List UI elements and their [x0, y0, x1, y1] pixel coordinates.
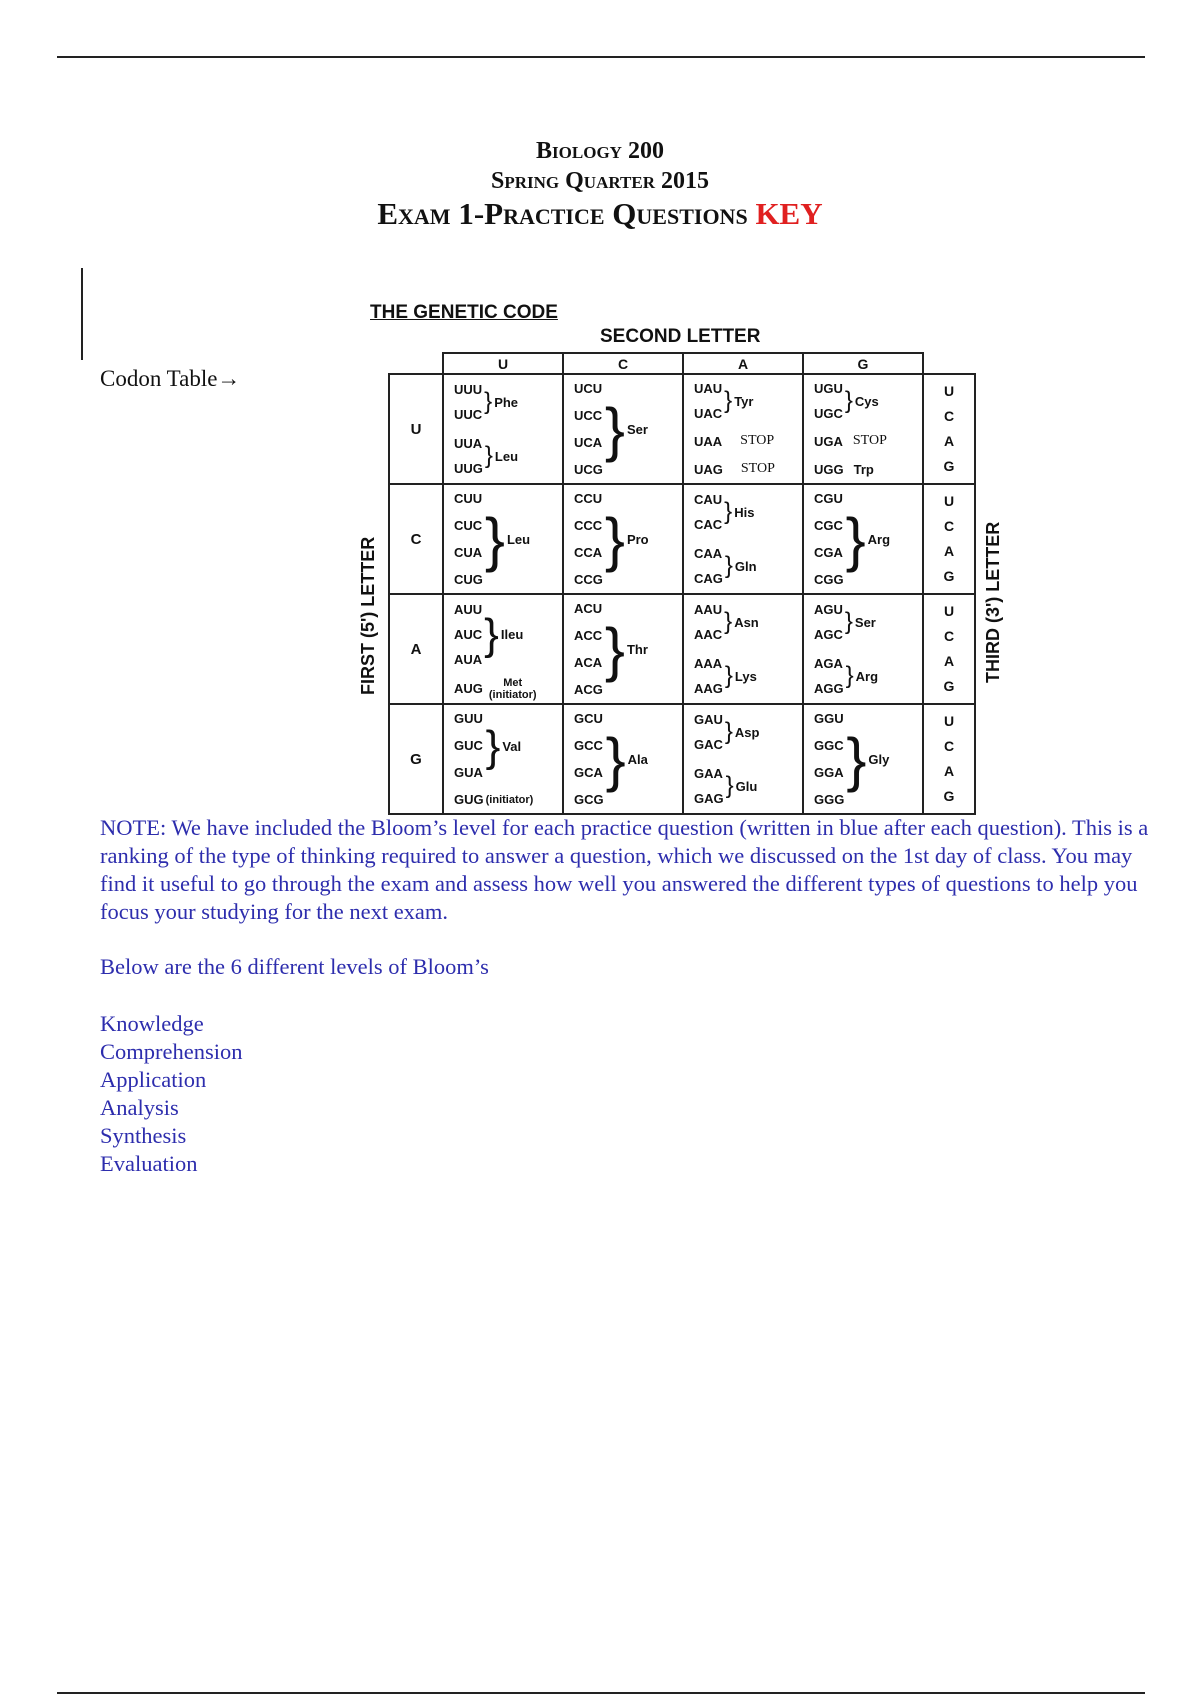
list-item: Comprehension	[100, 1039, 243, 1064]
first-letter-label: FIRST (5') LETTER	[358, 536, 378, 695]
amino-acid: Ileu	[500, 627, 524, 642]
row-header: C	[389, 484, 443, 594]
column-header: G	[803, 353, 923, 374]
stop-codon: STOP	[852, 433, 887, 449]
course-title: Biology 200	[536, 138, 664, 164]
initiator-label: (initiator)	[488, 688, 537, 701]
third-letter-column: U C A G	[923, 374, 975, 484]
codon-cell-ac: ACU ACC ACA ACG } Thr	[563, 594, 683, 704]
codon-cell-ca: CAU CAC } His CAA CAG } Gln	[683, 484, 803, 594]
amino-acid: Met	[503, 676, 523, 689]
codon-cell-au: AUU AUC AUA } Ileu AUG Met (initiator)	[443, 594, 563, 704]
amino-acid: Thr	[626, 641, 648, 657]
amino-acid: Tyr	[734, 393, 754, 409]
amino-acid: Trp	[853, 461, 874, 477]
amino-acid: His	[734, 504, 755, 520]
amino-acid: Gln	[734, 558, 757, 574]
blooms-levels-list	[100, 1010, 242, 1178]
row-header: G	[389, 704, 443, 814]
amino-acid: Ser	[854, 614, 876, 630]
top-rule	[57, 56, 1145, 58]
stop-codon: STOP	[740, 433, 775, 449]
third-letter-column: U C A G	[923, 704, 975, 814]
codon-cell-gg: GGU GGC GGA GGG } Gly	[803, 704, 923, 814]
amino-acid: Asp	[734, 724, 760, 740]
table-corner	[389, 353, 443, 374]
stop-codon: STOP	[740, 461, 775, 477]
codon-cell-cu: CUU CUC CUA CUG } Leu	[443, 484, 563, 594]
third-letter-label: THIRD (3') LETTER	[983, 521, 1003, 683]
amino-acid: Glu	[735, 778, 758, 794]
list-item: Application	[100, 1067, 207, 1092]
list-item: Synthesis	[100, 1123, 187, 1148]
codon-cell-gc: GCU GCC GCA GCG } Ala	[563, 704, 683, 814]
blooms-intro: Below are the 6 different levels of Bloom’s	[100, 954, 489, 979]
column-header: U	[443, 353, 563, 374]
third-letter-column: U C A G	[923, 484, 975, 594]
amino-acid: Leu	[494, 448, 519, 464]
blooms-note: NOTE: We have included the Bloom’s level for each practice question (written in blue after each question). This is a ranking of the type of thinking required to answer a question, which we discussed on the 1st day of class. You may find it useful to go through the exam and assess how well you answered the different types of questions to help you focus your studying for the next exam.	[100, 815, 1149, 924]
codon-table-label: Codon Table→	[100, 366, 241, 391]
list-item: Analysis	[100, 1095, 179, 1120]
codon-cell-uc: UCU UCC UCA UCG } Ser	[563, 374, 683, 484]
codon-cell-gu: GUU GUC GUA GUG } Val (initiator)	[443, 704, 563, 814]
amino-acid: Pro	[626, 531, 649, 547]
initiator-label: (initiator)	[485, 794, 534, 806]
row-header: A	[389, 594, 443, 704]
key-label: KEY	[755, 196, 823, 231]
amino-acid: Arg	[867, 531, 891, 547]
amino-acid: Cys	[854, 393, 879, 409]
amino-acid: Ala	[627, 751, 648, 767]
amino-acid: Asn	[734, 614, 759, 630]
amino-acid: Phe	[494, 394, 519, 410]
codon-cell-aa: AAU AAC } Asn AAA AAG } Lys	[683, 594, 803, 704]
amino-acid: Ser	[626, 421, 648, 437]
second-letter-label: SECOND LETTER	[600, 326, 761, 347]
codon-cell-ag: AGU AGC } Ser AGA AGG } Arg	[803, 594, 923, 704]
genetic-code-title: THE GENETIC CODE	[370, 302, 558, 323]
codon-cell-ug: UGU UGC } Cys UGA STOP UGG Trp	[803, 374, 923, 484]
genetic-code-table	[388, 352, 976, 815]
amino-acid: Val	[502, 739, 522, 754]
column-header: A	[683, 353, 803, 374]
bottom-rule	[57, 1692, 1145, 1694]
exam-title-text: Exam 1-Practice Questions	[377, 196, 748, 231]
table-corner	[923, 353, 975, 374]
codon-cell-cc: CCU CCC CCA CCG } Pro	[563, 484, 683, 594]
list-item: Knowledge	[100, 1011, 204, 1036]
exam-title	[0, 196, 1200, 232]
list-item: Evaluation	[100, 1151, 198, 1176]
term-title: Spring Quarter 2015	[491, 168, 709, 194]
codon-cell-ua: UAU UAC } Tyr UAA STOP UAG STOP	[683, 374, 803, 484]
row-header: U	[389, 374, 443, 484]
amino-acid: Gly	[868, 751, 890, 767]
codon-cell-uu: UUU UUC } Phe UUA UUG } Leu	[443, 374, 563, 484]
margin-change-bar	[81, 268, 83, 360]
amino-acid: Arg	[855, 668, 879, 684]
column-header: C	[563, 353, 683, 374]
codon-cell-cg: CGU CGC CGA CGG } Arg	[803, 484, 923, 594]
amino-acid: Leu	[506, 531, 531, 547]
amino-acid: Lys	[734, 668, 757, 684]
codon-cell-ga: GAU GAC } Asp GAA GAG } Glu	[683, 704, 803, 814]
third-letter-column: U C A G	[923, 594, 975, 704]
